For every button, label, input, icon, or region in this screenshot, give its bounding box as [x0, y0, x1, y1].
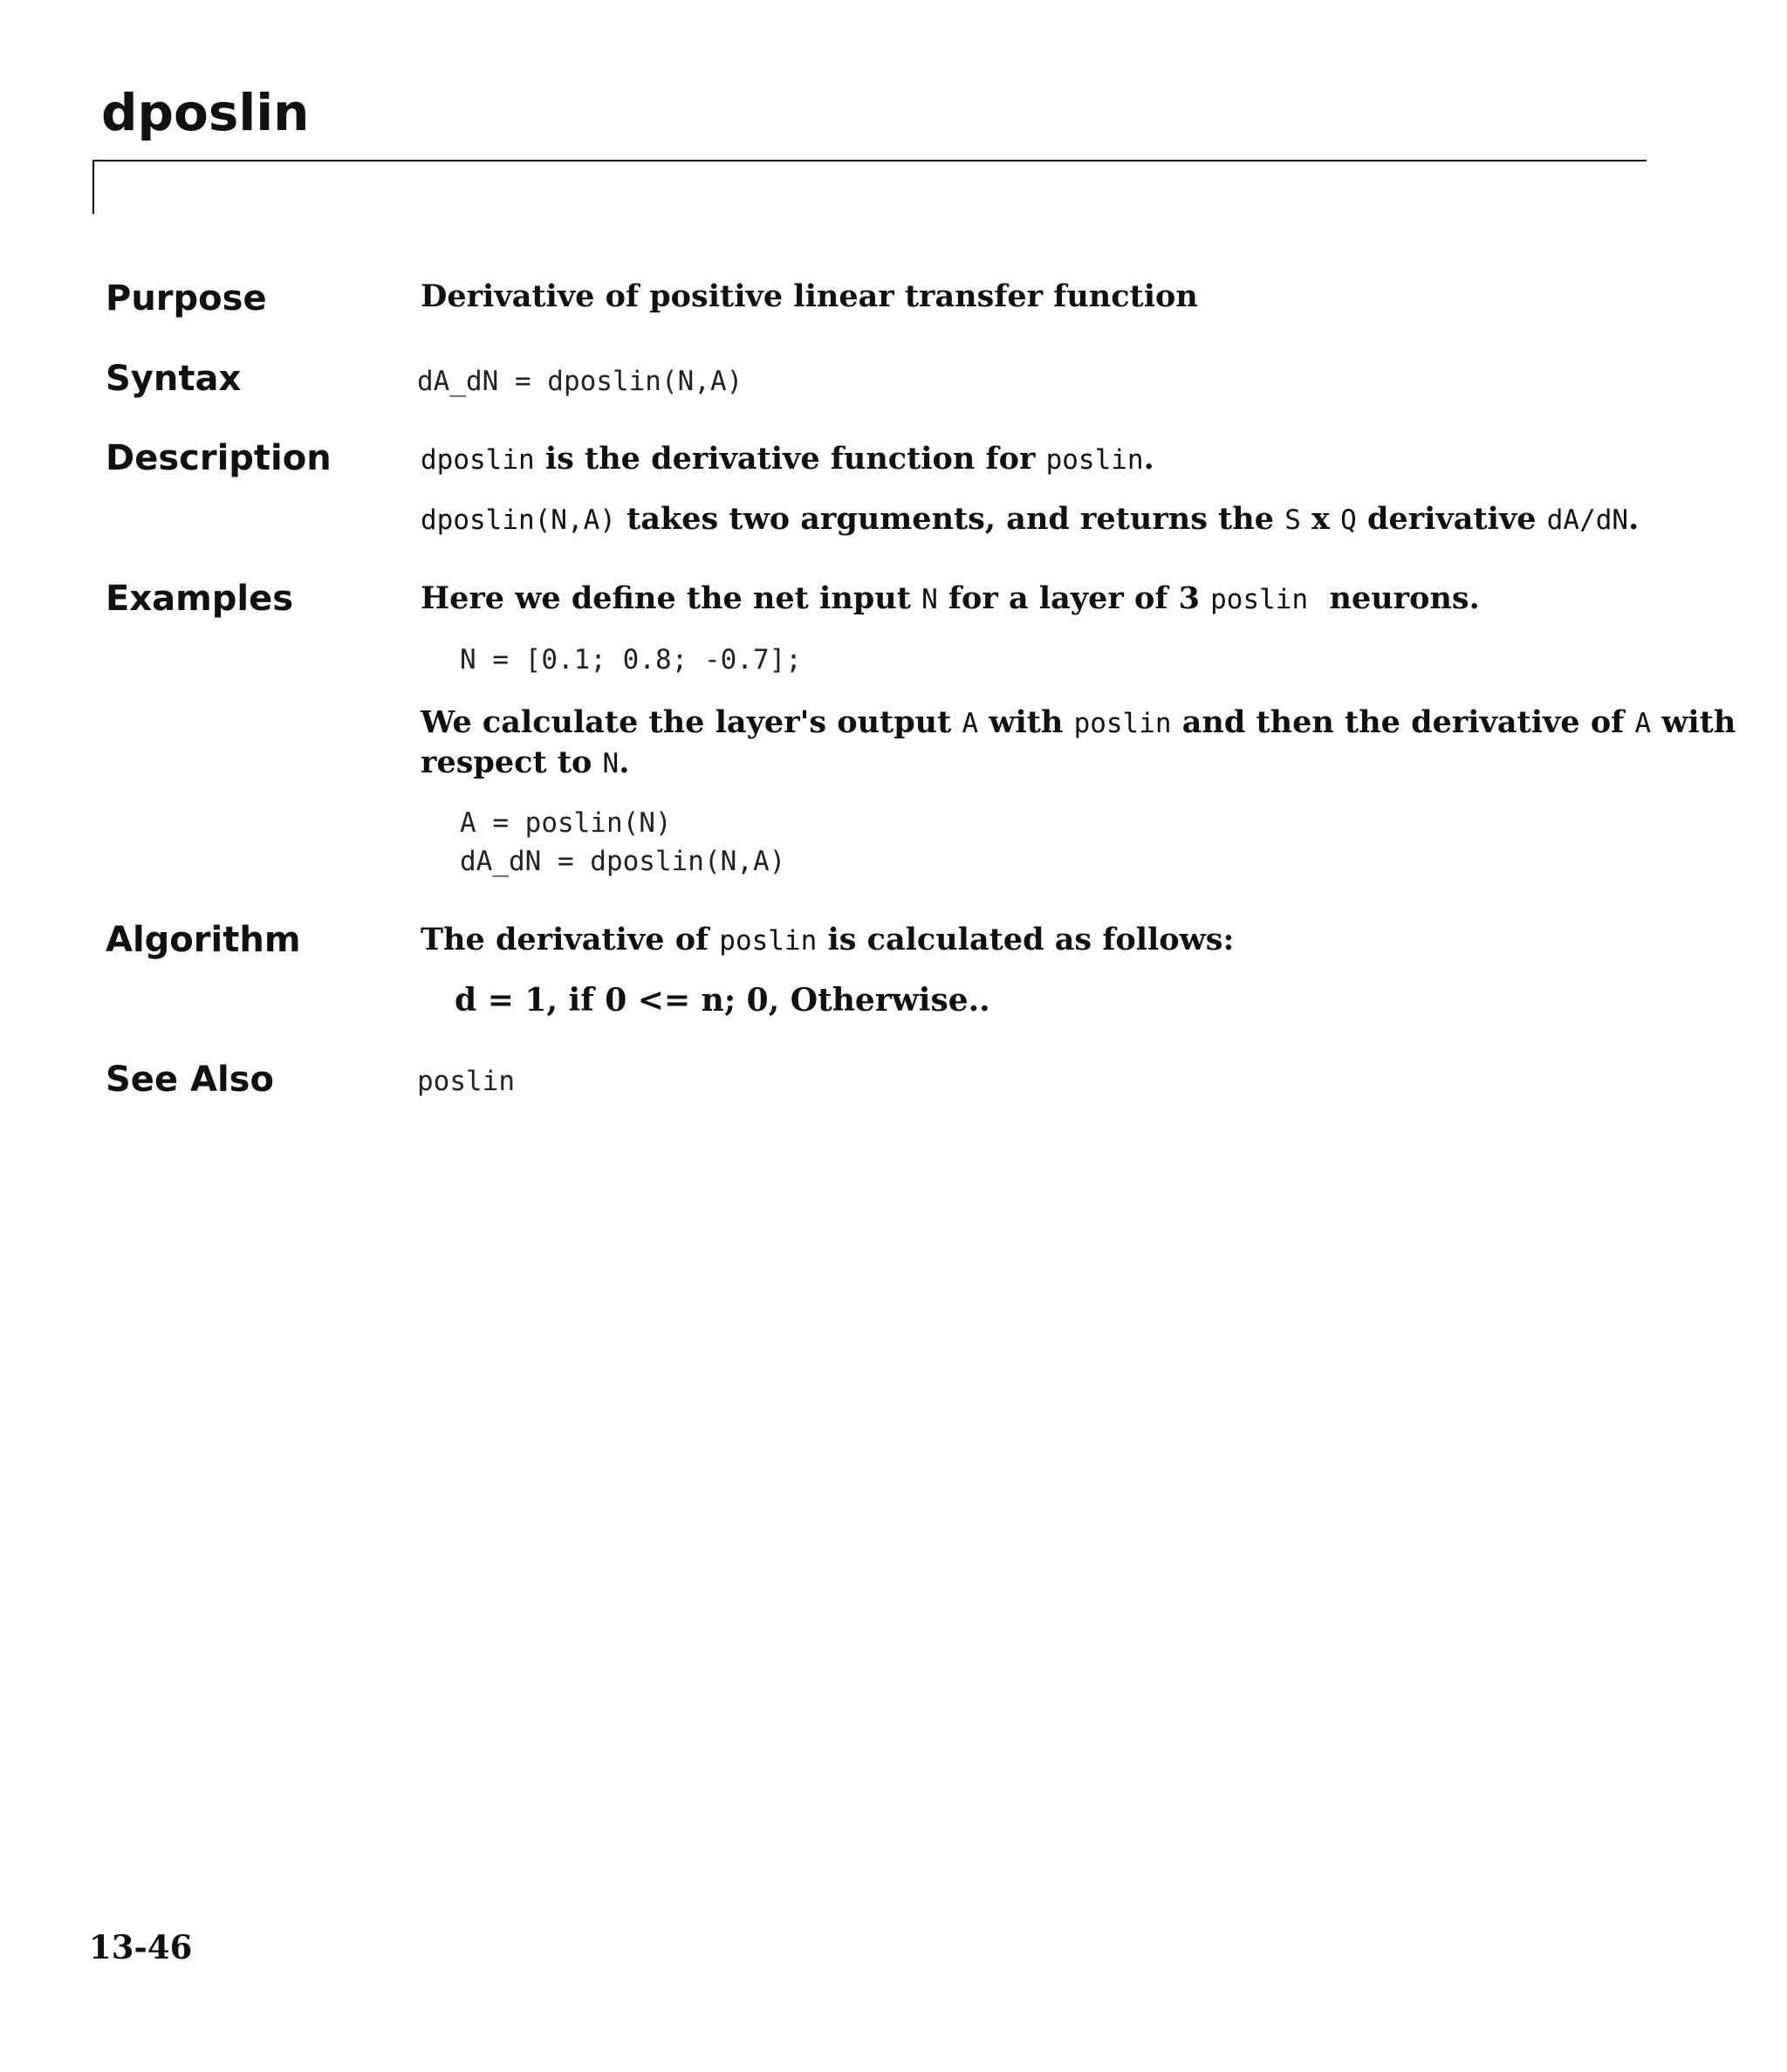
function-name: poslin	[1210, 584, 1309, 615]
text: We calculate the layer's output	[421, 704, 962, 740]
page-title: dposlin	[101, 83, 310, 142]
text: takes two arguments, and returns the	[615, 501, 1285, 537]
purpose-heading: Purpose	[106, 278, 267, 319]
examples-paragraph-2	[421, 704, 1736, 740]
text: The derivative of	[421, 922, 720, 957]
variable: A	[962, 708, 979, 739]
text: and then the derivative of	[1171, 704, 1635, 740]
text: Here we define the net input	[421, 580, 922, 616]
title-rule-horizontal	[92, 160, 1647, 161]
algorithm-paragraph	[421, 924, 1234, 955]
see-also-link-poslin[interactable]: poslin	[417, 1066, 515, 1097]
text: is calculated as follows:	[817, 922, 1235, 957]
page-number: 13-46	[89, 1928, 193, 1966]
function-name: poslin	[1073, 708, 1172, 739]
examples-paragraph-2-continued	[421, 744, 630, 780]
text: with	[1651, 704, 1736, 740]
text: with	[978, 704, 1074, 740]
text: .	[1143, 441, 1154, 477]
examples-paragraph-1	[421, 580, 1480, 616]
code-block-2: A = poslin(N)	[460, 807, 672, 839]
variable: S	[1284, 504, 1301, 536]
description-paragraph-2	[421, 501, 1640, 537]
algorithm-heading: Algorithm	[106, 920, 301, 960]
text: .	[619, 744, 630, 780]
code-block-3: dA_dN = dposlin(N,A)	[460, 846, 786, 877]
text: derivative	[1356, 501, 1547, 537]
function-call: dposlin(N,A)	[421, 504, 616, 536]
function-name: poslin	[719, 925, 818, 957]
function-name: poslin	[1045, 444, 1144, 476]
variable: A	[1634, 708, 1652, 739]
description-paragraph-1	[421, 441, 1154, 477]
description-heading: Description	[106, 438, 332, 478]
text: neurons.	[1308, 580, 1480, 616]
text: for a layer of 3	[937, 580, 1211, 616]
variable: N	[921, 584, 938, 615]
variable: dA/dN	[1546, 504, 1629, 536]
examples-heading: Examples	[106, 579, 294, 619]
syntax-code: dA_dN = dposlin(N,A)	[417, 366, 743, 397]
see-also-heading: See Also	[106, 1060, 274, 1100]
syntax-heading: Syntax	[106, 359, 242, 399]
purpose-text: Derivative of positive linear transfer function	[421, 278, 1198, 314]
variable: Q	[1340, 504, 1357, 536]
algorithm-formula: d = 1, if 0 <= n; 0, Otherwise..	[455, 982, 990, 1019]
text: respect to	[421, 744, 603, 780]
variable: N	[602, 748, 620, 779]
text: is the derivative function for	[534, 441, 1046, 477]
text: .	[1628, 501, 1640, 537]
function-name: dposlin	[421, 444, 535, 476]
title-rule-vertical	[92, 160, 94, 214]
text: x	[1300, 501, 1341, 537]
code-block-1: N = [0.1; 0.8; -0.7];	[460, 644, 802, 676]
